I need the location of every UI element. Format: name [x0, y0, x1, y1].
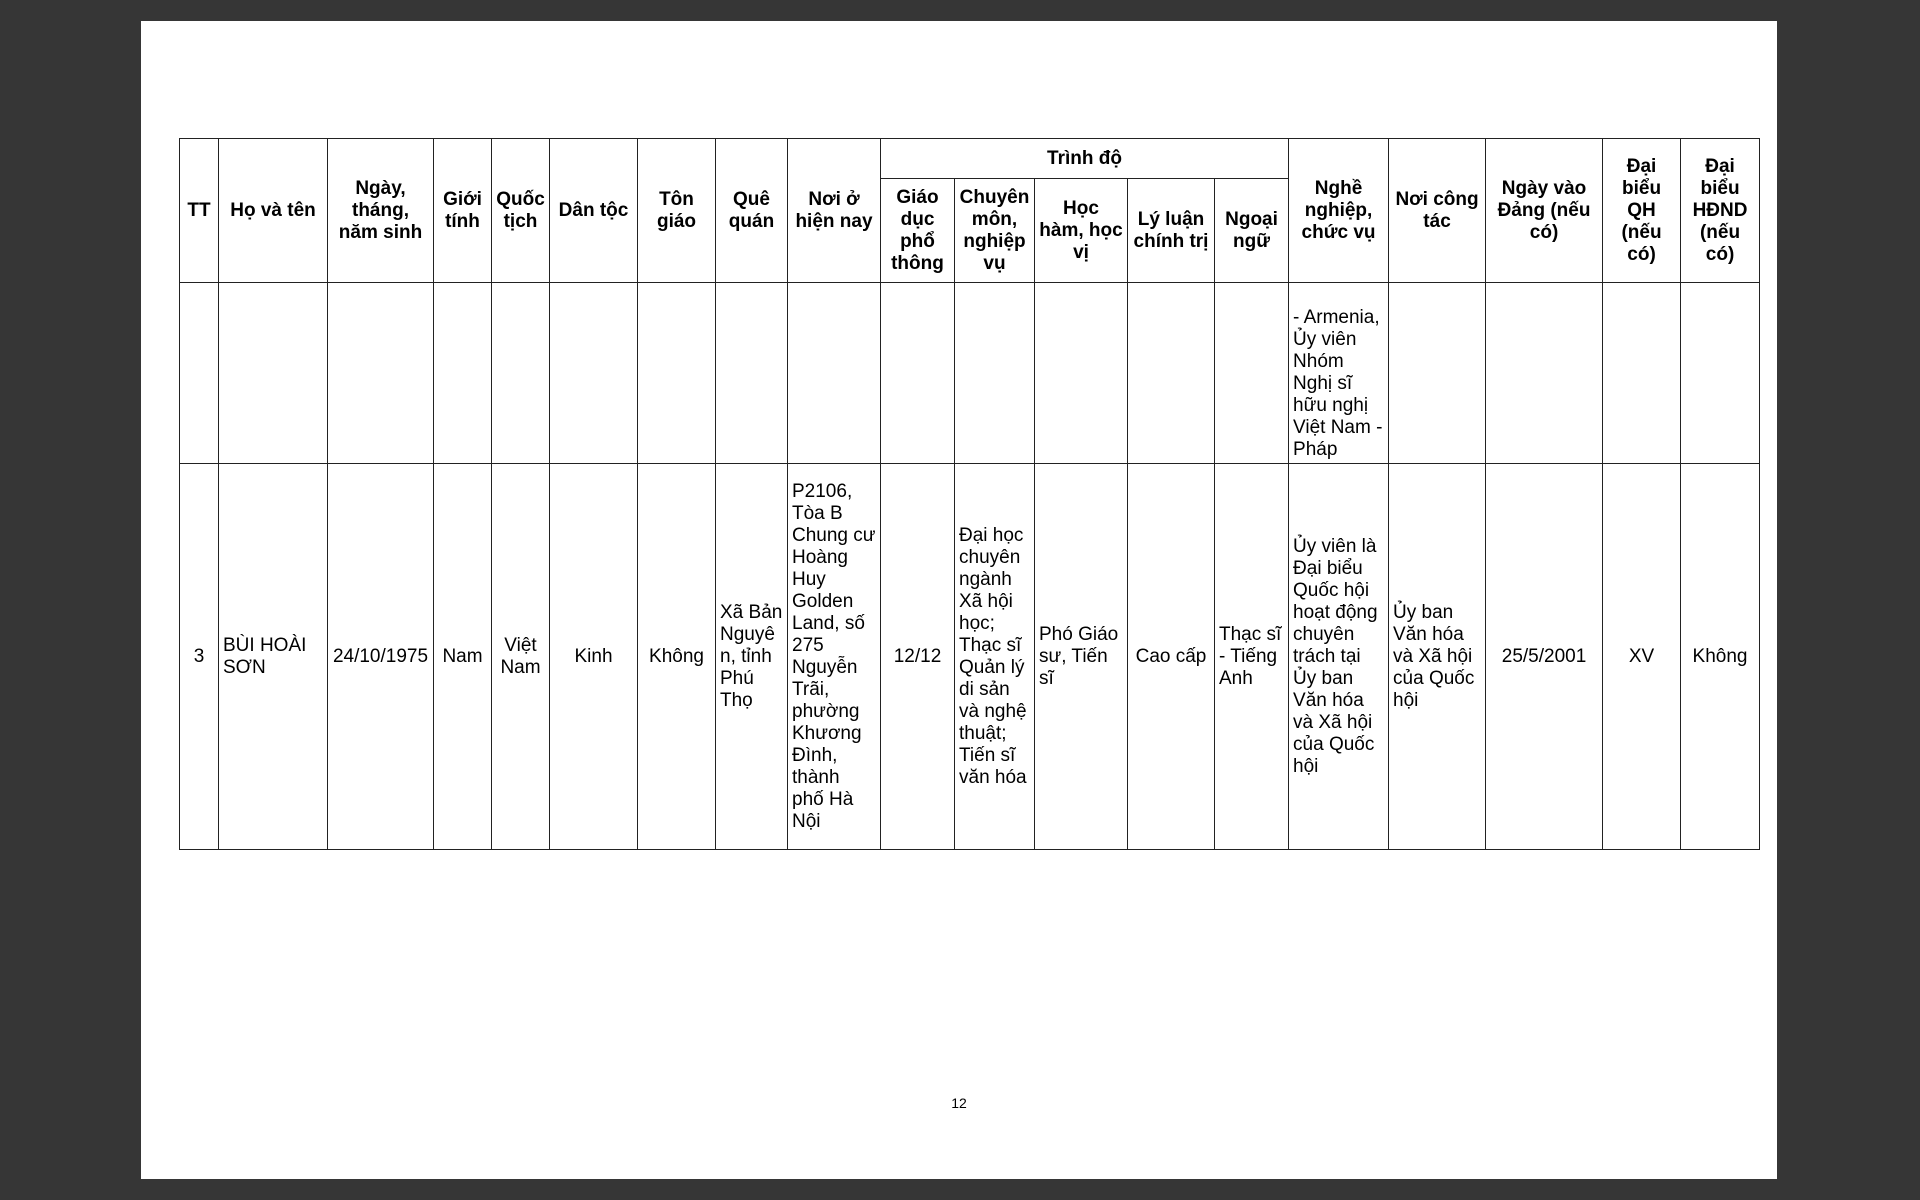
cell-dai-bieu-hdnd: Không	[1681, 464, 1760, 850]
table-cell	[1486, 283, 1603, 464]
cell-noi-o: P2106, Tòa B Chung cư Hoàng Huy Golden Land, số 275 Nguyễn Trãi, phường Khương Đình, thành phố Hà Nội	[788, 464, 881, 850]
cell-ngoai-ngu: Thạc sĩ - Tiếng Anh	[1215, 464, 1289, 850]
header-ngay-sinh: Ngày, tháng, năm sinh	[328, 139, 434, 283]
table-cell	[219, 283, 328, 464]
table-row	[180, 464, 1760, 850]
table-cell	[1035, 283, 1128, 464]
cell-giao-duc: 12/12	[881, 464, 955, 850]
cell-tt: 3	[180, 464, 219, 850]
header-nghe-nghiep: Nghề nghiệp, chức vụ	[1289, 139, 1389, 283]
cell-ton-giao: Không	[638, 464, 716, 850]
header-trinh-do: Trình độ	[881, 139, 1289, 179]
header-dai-bieu-hdnd: Đại biểu HĐND (nếu có)	[1681, 139, 1760, 283]
cell-chuyen-mon: Đại học chuyên ngành Xã hội học; Thạc sĩ Quản lý di sản và nghệ thuật; Tiến sĩ văn hóa	[955, 464, 1035, 850]
page-number: 12	[951, 1095, 967, 1111]
cell-dan-toc: Kinh	[550, 464, 638, 850]
table-cell	[180, 283, 219, 464]
header-tt: TT	[180, 139, 219, 283]
cell-quoc-tich: Việt Nam	[492, 464, 550, 850]
header-ngoai-ngu: Ngoại ngữ	[1215, 179, 1289, 283]
cell-dai-bieu-qh: XV	[1603, 464, 1681, 850]
table-cell	[1128, 283, 1215, 464]
cell-hoc-ham: Phó Giáo sư, Tiến sĩ	[1035, 464, 1128, 850]
table-cell	[638, 283, 716, 464]
table-cell	[788, 283, 881, 464]
table-cell	[1681, 283, 1760, 464]
header-dai-bieu-qh: Đại biểu QH (nếu có)	[1603, 139, 1681, 283]
table-cell	[1215, 283, 1289, 464]
header-row-top	[180, 139, 1760, 179]
table-cell	[881, 283, 955, 464]
table-cell	[328, 283, 434, 464]
cell-nghe-nghiep-continued: - Armenia, Ủy viên Nhóm Nghị sĩ hữu nghị Việt Nam - Pháp	[1289, 283, 1389, 464]
header-que-quan: Quê quán	[716, 139, 788, 283]
header-noi-cong-tac: Nơi công tác	[1389, 139, 1486, 283]
candidate-table	[179, 138, 1760, 850]
document-page	[141, 21, 1777, 1179]
header-giao-duc: Giáo dục phổ thông	[881, 179, 955, 283]
header-ly-luan: Lý luận chính trị	[1128, 179, 1215, 283]
header-hoc-ham: Học hàm, học vị	[1035, 179, 1128, 283]
header-ho-ten: Họ và tên	[219, 139, 328, 283]
cell-ho-ten: BÙI HOÀI SƠN	[219, 464, 328, 850]
header-gioi-tinh: Giới tính	[434, 139, 492, 283]
header-ngay-vao-dang: Ngày vào Đảng (nếu có)	[1486, 139, 1603, 283]
table-row-continuation	[180, 283, 1760, 464]
table-cell	[1389, 283, 1486, 464]
header-dan-toc: Dân tộc	[550, 139, 638, 283]
cell-ly-luan: Cao cấp	[1128, 464, 1215, 850]
cell-noi-cong-tac: Ủy ban Văn hóa và Xã hội của Quốc hội	[1389, 464, 1486, 850]
table-cell	[716, 283, 788, 464]
header-ton-giao: Tôn giáo	[638, 139, 716, 283]
header-chuyen-mon: Chuyên môn, nghiệp vụ	[955, 179, 1035, 283]
table-cell	[550, 283, 638, 464]
cell-ngay-sinh: 24/10/1975	[328, 464, 434, 850]
header-quoc-tich: Quốc tịch	[492, 139, 550, 283]
cell-nghe-nghiep: Ủy viên là Đại biểu Quốc hội hoạt động chuyên trách tại Ủy ban Văn hóa và Xã hội của Quốc hội	[1289, 464, 1389, 850]
table-cell	[955, 283, 1035, 464]
cell-que-quan: Xã Bản Nguyên, tỉnh Phú Thọ	[716, 464, 788, 850]
header-noi-o: Nơi ở hiện nay	[788, 139, 881, 283]
table-cell	[492, 283, 550, 464]
cell-ngay-vao-dang: 25/5/2001	[1486, 464, 1603, 850]
cell-gioi-tinh: Nam	[434, 464, 492, 850]
table-cell	[1603, 283, 1681, 464]
table-cell	[434, 283, 492, 464]
